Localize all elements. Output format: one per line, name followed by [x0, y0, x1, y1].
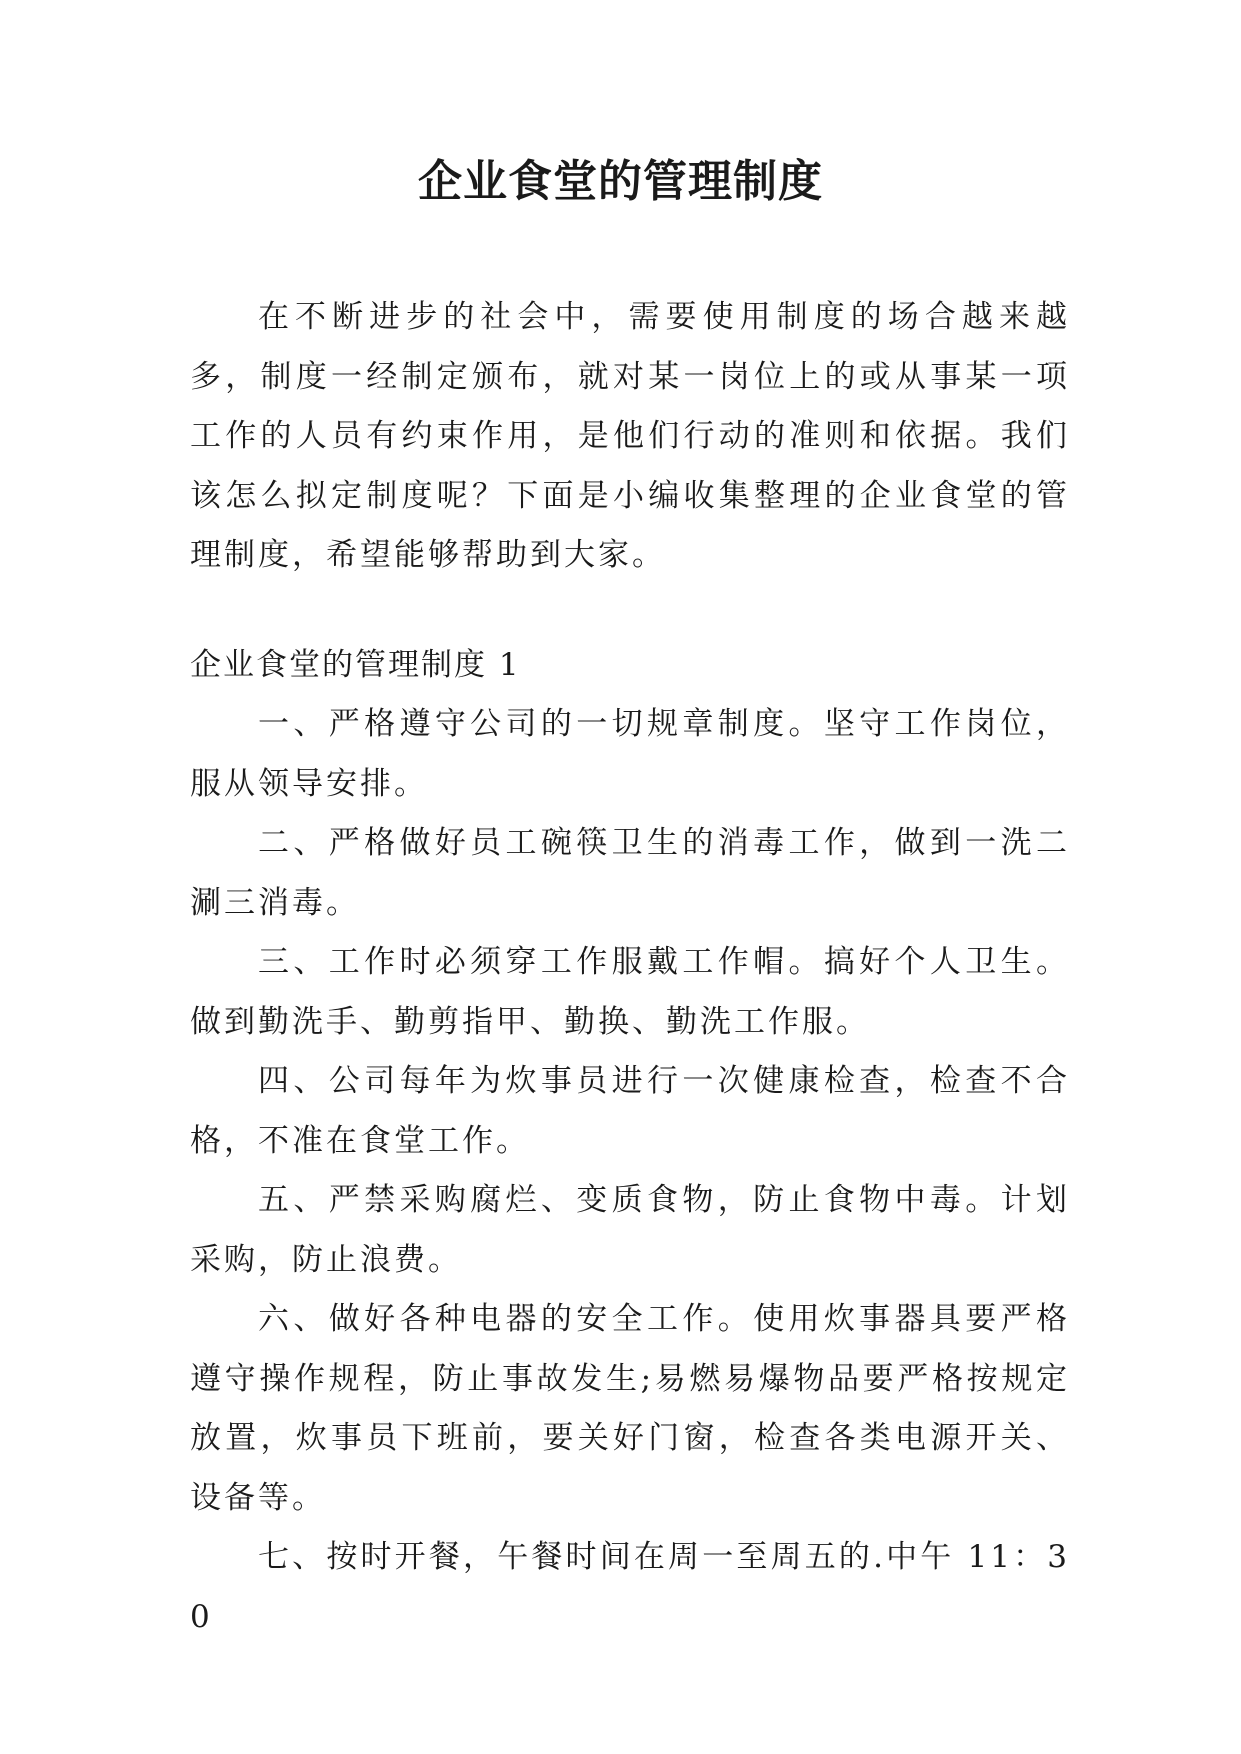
rule-paragraph-4: 四、公司每年为炊事员进行一次健康检查，检查不合格，不准在食堂工作。 — [190, 1063, 1070, 1159]
rule-paragraph-7: 七、按时开餐，午餐时间在周一至周五的.中午 11：30 — [190, 1539, 1070, 1635]
document-title: 企业食堂的管理制度 — [418, 156, 823, 207]
rule-paragraph-2: 二、严格做好员工碗筷卫生的消毒工作，做到一洗二涮三消毒。 — [190, 825, 1070, 921]
section-heading: 企业食堂的管理制度 1 — [190, 646, 521, 683]
rule-paragraph-3: 三、工作时必须穿工作服戴工作帽。搞好个人卫生。做到勤洗手、勤剪指甲、勤换、勤洗工作服。 — [190, 944, 1070, 1040]
rule-paragraph-1: 一、严格遵守公司的一切规章制度。坚守工作岗位，服从领导安排。 — [190, 706, 1070, 802]
rule-paragraph-6: 六、做好各种电器的安全工作。使用炊事器具要严格遵守操作规程，防止事故发生;易燃易爆物品要严格按规定放置，炊事员下班前，要关好门窗，检查各类电源开关、设备等。 — [190, 1301, 1070, 1516]
intro-paragraph: 在不断进步的社会中，需要使用制度的场合越来越多，制度一经制定颁布，就对某一岗位上的或从事某一项工作的人员有约束作用，是他们行动的准则和依据。我们该怎么拟定制度呢？下面是小编收集整理的企业食堂的管理制度，希望能够帮助到大家。 — [190, 299, 1070, 573]
rule-paragraph-5: 五、严禁采购腐烂、变质食物，防止食物中毒。计划采购，防止浪费。 — [190, 1182, 1070, 1278]
document-body — [190, 288, 1070, 1647]
